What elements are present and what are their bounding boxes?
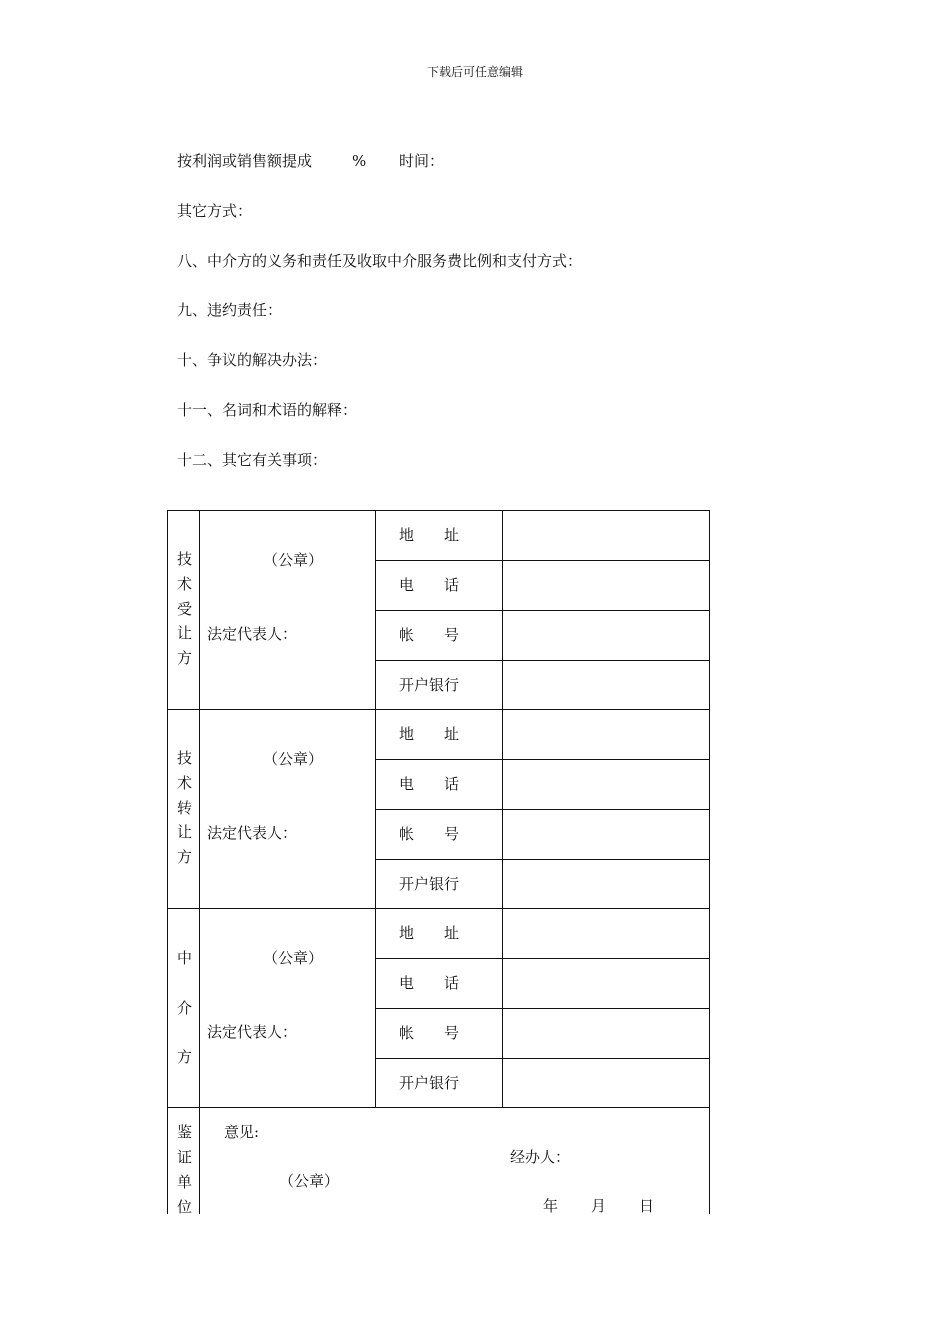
intermediary-name-char: 介 xyxy=(177,999,193,1017)
verification-top-border xyxy=(167,1107,709,1108)
transferor-legal-rep-label: 法定代表人： xyxy=(207,824,298,842)
intermediary-top-border xyxy=(167,908,709,909)
transferee-name-char: 让 xyxy=(177,624,193,642)
percent-sign: % xyxy=(352,152,367,170)
transferor-vertical-border-4 xyxy=(709,709,710,908)
transferee-vertical-border-4 xyxy=(709,510,710,709)
clause-9-breach: 九、违约责任： xyxy=(177,301,283,319)
transferee-vertical-border-2 xyxy=(375,510,376,709)
transferor-seal-label: （公章） xyxy=(263,750,324,768)
verification-month-label: 月 xyxy=(591,1197,607,1215)
transferee-field-separator xyxy=(375,660,709,661)
intermediary-name-char: 方 xyxy=(177,1048,193,1066)
verification-unit-char: 鉴 xyxy=(177,1123,193,1141)
transferor-vertical-border-0 xyxy=(167,709,168,908)
page-header: 下载后可任意编辑 xyxy=(426,65,523,79)
intermediary-field-phone: 电 话 xyxy=(399,974,460,992)
transferee-name-char: 受 xyxy=(177,600,193,618)
transferor-name-char: 术 xyxy=(177,774,193,792)
verification-handler-label: 经办人： xyxy=(510,1148,571,1166)
transferor-vertical-border-1 xyxy=(199,709,200,908)
transferee-seal-label: （公章） xyxy=(263,551,324,569)
transferor-vertical-border-3 xyxy=(502,709,503,908)
transferee-field-phone: 电 话 xyxy=(399,576,460,594)
verification-day-label: 日 xyxy=(639,1197,655,1215)
transferor-name-char: 技 xyxy=(177,749,193,767)
verification-unit-char: 位 xyxy=(177,1198,193,1216)
transferee-vertical-border-3 xyxy=(502,510,503,709)
verification-unit-char: 证 xyxy=(177,1148,193,1166)
transferee-top-border xyxy=(167,510,709,511)
transferor-field-separator xyxy=(375,859,709,860)
transferor-field-separator xyxy=(375,809,709,810)
clause-other-methods: 其它方式： xyxy=(177,202,253,220)
transferee-field-address: 地 址 xyxy=(399,526,460,544)
intermediary-vertical-border-4 xyxy=(709,908,710,1107)
transferee-field-separator xyxy=(375,610,709,611)
verification-right-border xyxy=(709,1107,710,1214)
intermediary-name-char: 中 xyxy=(177,949,193,967)
clause-10-dispute: 十、争议的解决办法： xyxy=(177,351,328,369)
clause-11-terms: 十一、名词和术语的解释： xyxy=(177,401,358,419)
transferee-name-char: 方 xyxy=(177,649,193,667)
verification-unit-char: 单 xyxy=(177,1173,193,1191)
intermediary-field-separator xyxy=(375,1058,709,1059)
transferee-name-char: 技 xyxy=(177,550,193,568)
intermediary-field-account: 帐 号 xyxy=(399,1024,460,1042)
transferor-field-separator xyxy=(375,759,709,760)
intermediary-field-separator xyxy=(375,1008,709,1009)
intermediary-vertical-border-0 xyxy=(167,908,168,1107)
intermediary-field-bank: 开户银行 xyxy=(399,1074,460,1092)
clause-12-other-matters: 十二、其它有关事项： xyxy=(177,451,328,469)
verification-year-label: 年 xyxy=(543,1197,559,1215)
transferor-name-char: 转 xyxy=(177,799,193,817)
intermediary-legal-rep-label: 法定代表人： xyxy=(207,1023,298,1041)
verification-left-border xyxy=(167,1107,168,1214)
transferor-field-account: 帐 号 xyxy=(399,825,460,843)
clause-profit-share: 按利润或销售额提成 xyxy=(177,152,313,170)
intermediary-field-separator xyxy=(375,958,709,959)
transferor-field-phone: 电 话 xyxy=(399,775,460,793)
verification-divider xyxy=(199,1107,200,1214)
intermediary-vertical-border-2 xyxy=(375,908,376,1107)
clause-8-intermediary-duties: 八、中介方的义务和责任及收取中介服务费比例和支付方式： xyxy=(177,252,583,270)
transferee-vertical-border-1 xyxy=(199,510,200,709)
verification-opinion-label: 意见: xyxy=(224,1123,260,1141)
transferee-legal-rep-label: 法定代表人： xyxy=(207,625,298,643)
transferor-vertical-border-2 xyxy=(375,709,376,908)
intermediary-field-address: 地 址 xyxy=(399,924,460,942)
transferor-top-border xyxy=(167,709,709,710)
transferor-field-bank: 开户银行 xyxy=(399,875,460,893)
intermediary-vertical-border-3 xyxy=(502,908,503,1107)
transferee-field-account: 帐 号 xyxy=(399,626,460,644)
transferee-field-bank: 开户银行 xyxy=(399,676,460,694)
transferee-field-separator xyxy=(375,560,709,561)
intermediary-vertical-border-1 xyxy=(199,908,200,1107)
time-label: 时间： xyxy=(399,152,445,170)
transferor-field-address: 地 址 xyxy=(399,725,460,743)
transferee-vertical-border-0 xyxy=(167,510,168,709)
transferor-name-char: 让 xyxy=(177,823,193,841)
verification-seal-label: （公章） xyxy=(279,1172,340,1190)
intermediary-seal-label: （公章） xyxy=(263,949,324,967)
transferee-name-char: 术 xyxy=(177,575,193,593)
transferor-name-char: 方 xyxy=(177,848,193,866)
